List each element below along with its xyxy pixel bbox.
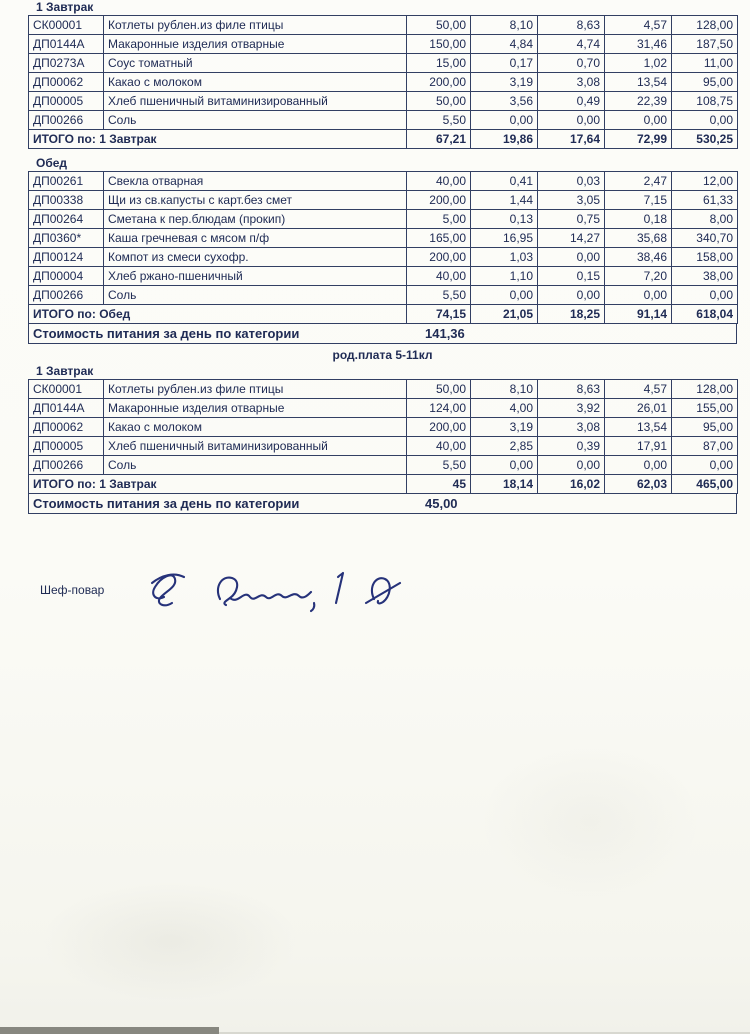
value-cell: 0,00 xyxy=(471,111,538,130)
value-cell: 1,03 xyxy=(471,248,538,267)
section-title-breakfast-2: 1 Завтрак xyxy=(36,364,94,378)
table-row xyxy=(29,286,738,305)
page-content xyxy=(0,1,750,629)
value-cell: 0,00 xyxy=(471,456,538,475)
value-cell: 13,54 xyxy=(605,73,672,92)
value-cell: 4,57 xyxy=(605,16,672,35)
value-cell: 0,15 xyxy=(538,267,605,286)
table-row xyxy=(29,380,738,399)
value-cell: 3,05 xyxy=(538,191,605,210)
value-cell: 61,33 xyxy=(672,191,738,210)
total-row xyxy=(29,305,738,324)
menu-table-lunch xyxy=(28,171,738,324)
dish-name-cell: Соль xyxy=(104,286,407,305)
table-row xyxy=(29,35,738,54)
value-cell: 38,00 xyxy=(672,267,738,286)
value-cell: 1,10 xyxy=(471,267,538,286)
value-cell: 5,50 xyxy=(407,456,471,475)
value-cell: 5,00 xyxy=(407,210,471,229)
value-cell: 0,00 xyxy=(605,286,672,305)
total-value: 16,02 xyxy=(538,475,605,494)
total-label: ИТОГО по: Обед xyxy=(29,305,407,324)
menu-table-breakfast-2 xyxy=(28,379,738,494)
dish-name-cell: Свекла отварная xyxy=(104,172,407,191)
value-cell: 40,00 xyxy=(407,172,471,191)
table-row xyxy=(29,73,738,92)
total-value: 74,15 xyxy=(407,305,471,324)
value-cell: 4,00 xyxy=(471,399,538,418)
daily-cost-value: 141,36 xyxy=(425,326,465,341)
value-cell: 38,46 xyxy=(605,248,672,267)
value-cell: 128,00 xyxy=(672,16,738,35)
chef-signature-handwriting xyxy=(142,559,412,621)
code-cell: ДП00266 xyxy=(29,286,104,305)
total-value: 18,14 xyxy=(471,475,538,494)
value-cell: 0,75 xyxy=(538,210,605,229)
value-cell: 0,00 xyxy=(605,456,672,475)
table-row xyxy=(29,437,738,456)
value-cell: 0,00 xyxy=(672,111,738,130)
code-cell: ДП0273А xyxy=(29,54,104,73)
daily-cost-row xyxy=(28,493,737,514)
value-cell: 31,46 xyxy=(605,35,672,54)
value-cell: 200,00 xyxy=(407,418,471,437)
section-title-breakfast-1: 1 Завтрак xyxy=(36,0,94,14)
total-value: 530,25 xyxy=(672,130,738,149)
value-cell: 3,56 xyxy=(471,92,538,111)
value-cell: 2,47 xyxy=(605,172,672,191)
value-cell: 3,92 xyxy=(538,399,605,418)
value-cell: 0,00 xyxy=(538,286,605,305)
value-cell: 4,57 xyxy=(605,380,672,399)
value-cell: 7,20 xyxy=(605,267,672,286)
scan-smudge xyxy=(40,881,300,1001)
dish-name-cell: Макаронные изделия отварные xyxy=(104,399,407,418)
total-value: 21,05 xyxy=(471,305,538,324)
value-cell: 5,50 xyxy=(407,111,471,130)
value-cell: 0,18 xyxy=(605,210,672,229)
dish-name-cell: Какао с молоком xyxy=(104,73,407,92)
dish-name-cell: Макаронные изделия отварные xyxy=(104,35,407,54)
value-cell: 87,00 xyxy=(672,437,738,456)
code-cell: ДП00338 xyxy=(29,191,104,210)
value-cell: 14,27 xyxy=(538,229,605,248)
menu-table-breakfast-1 xyxy=(28,15,738,149)
total-label: ИТОГО по: 1 Завтрак xyxy=(29,475,407,494)
table-row xyxy=(29,191,738,210)
value-cell: 2,85 xyxy=(471,437,538,456)
code-cell: ДП00264 xyxy=(29,210,104,229)
value-cell: 0,39 xyxy=(538,437,605,456)
dish-name-cell: Соус томатный xyxy=(104,54,407,73)
value-cell: 0,41 xyxy=(471,172,538,191)
value-cell: 0,13 xyxy=(471,210,538,229)
total-row xyxy=(29,475,738,494)
table-row xyxy=(29,54,738,73)
code-cell: ДП00005 xyxy=(29,92,104,111)
value-cell: 0,49 xyxy=(538,92,605,111)
value-cell: 128,00 xyxy=(672,380,738,399)
value-cell: 155,00 xyxy=(672,399,738,418)
section-title-lunch: Обед xyxy=(36,156,68,170)
table-row xyxy=(29,92,738,111)
value-cell: 22,39 xyxy=(605,92,672,111)
dish-name-cell: Каша гречневая с мясом п/ф xyxy=(104,229,407,248)
value-cell: 7,15 xyxy=(605,191,672,210)
total-label: ИТОГО по: 1 Завтрак xyxy=(29,130,407,149)
value-cell: 200,00 xyxy=(407,191,471,210)
table-row xyxy=(29,210,738,229)
category-heading: род.плата 5-11кл xyxy=(332,348,433,362)
code-cell: ДП0360* xyxy=(29,229,104,248)
value-cell: 5,50 xyxy=(407,286,471,305)
value-cell: 35,68 xyxy=(605,229,672,248)
value-cell: 0,00 xyxy=(538,456,605,475)
value-cell: 3,08 xyxy=(538,418,605,437)
value-cell: 50,00 xyxy=(407,16,471,35)
scanned-menu-document xyxy=(0,1,750,1034)
value-cell: 0,00 xyxy=(672,286,738,305)
value-cell: 11,00 xyxy=(672,54,738,73)
value-cell: 8,10 xyxy=(471,16,538,35)
daily-cost-value: 45,00 xyxy=(425,496,458,511)
dish-name-cell: Хлеб ржано-пшеничный xyxy=(104,267,407,286)
value-cell: 200,00 xyxy=(407,248,471,267)
chef-title: Шеф-повар xyxy=(40,583,105,597)
total-value: 45 xyxy=(407,475,471,494)
code-cell: ДП0144А xyxy=(29,35,104,54)
total-value: 17,64 xyxy=(538,130,605,149)
code-cell: ДП00266 xyxy=(29,111,104,130)
code-cell: ДП00004 xyxy=(29,267,104,286)
table-row xyxy=(29,399,738,418)
signature-block xyxy=(40,569,750,629)
value-cell: 4,74 xyxy=(538,35,605,54)
value-cell: 26,01 xyxy=(605,399,672,418)
value-cell: 1,44 xyxy=(471,191,538,210)
value-cell: 12,00 xyxy=(672,172,738,191)
code-cell: ДП00062 xyxy=(29,73,104,92)
value-cell: 3,19 xyxy=(471,73,538,92)
value-cell: 8,63 xyxy=(538,16,605,35)
value-cell: 124,00 xyxy=(407,399,471,418)
code-cell: СК00001 xyxy=(29,380,104,399)
value-cell: 8,00 xyxy=(672,210,738,229)
code-cell: СК00001 xyxy=(29,16,104,35)
daily-cost-label: Стоимость питания за день по категории xyxy=(33,326,300,341)
dish-name-cell: Щи из св.капусты с карт.без смет xyxy=(104,191,407,210)
total-row xyxy=(29,130,738,149)
value-cell: 3,19 xyxy=(471,418,538,437)
dish-name-cell: Сметана к пер.блюдам (прокип) xyxy=(104,210,407,229)
daily-cost-row xyxy=(28,323,737,344)
value-cell: 200,00 xyxy=(407,73,471,92)
dish-name-cell: Хлеб пшеничный витаминизированный xyxy=(104,92,407,111)
value-cell: 16,95 xyxy=(471,229,538,248)
value-cell: 0,00 xyxy=(605,111,672,130)
value-cell: 8,10 xyxy=(471,380,538,399)
total-value: 67,21 xyxy=(407,130,471,149)
dish-name-cell: Соль xyxy=(104,111,407,130)
code-cell: ДП00062 xyxy=(29,418,104,437)
table-row xyxy=(29,456,738,475)
value-cell: 187,50 xyxy=(672,35,738,54)
dish-name-cell: Котлеты рублен.из филе птицы xyxy=(104,16,407,35)
value-cell: 0,00 xyxy=(538,111,605,130)
code-cell: ДП00266 xyxy=(29,456,104,475)
value-cell: 0,00 xyxy=(471,286,538,305)
code-cell: ДП00261 xyxy=(29,172,104,191)
dish-name-cell: Какао с молоком xyxy=(104,418,407,437)
scan-smudge xyxy=(480,741,700,901)
dish-name-cell: Котлеты рублен.из филе птицы xyxy=(104,380,407,399)
value-cell: 1,02 xyxy=(605,54,672,73)
value-cell: 17,91 xyxy=(605,437,672,456)
total-value: 72,99 xyxy=(605,130,672,149)
total-value: 18,25 xyxy=(538,305,605,324)
table-row xyxy=(29,418,738,437)
table-row xyxy=(29,248,738,267)
table-row xyxy=(29,16,738,35)
total-value: 91,14 xyxy=(605,305,672,324)
value-cell: 3,08 xyxy=(538,73,605,92)
code-cell: ДП0144А xyxy=(29,399,104,418)
value-cell: 0,00 xyxy=(672,456,738,475)
value-cell: 95,00 xyxy=(672,73,738,92)
table-row xyxy=(29,172,738,191)
code-cell: ДП00124 xyxy=(29,248,104,267)
dish-name-cell: Соль xyxy=(104,456,407,475)
value-cell: 165,00 xyxy=(407,229,471,248)
value-cell: 0,00 xyxy=(538,248,605,267)
table-row xyxy=(29,111,738,130)
total-value: 62,03 xyxy=(605,475,672,494)
value-cell: 158,00 xyxy=(672,248,738,267)
value-cell: 0,70 xyxy=(538,54,605,73)
value-cell: 15,00 xyxy=(407,54,471,73)
value-cell: 150,00 xyxy=(407,35,471,54)
code-cell: ДП00005 xyxy=(29,437,104,456)
total-value: 465,00 xyxy=(672,475,738,494)
dish-name-cell: Хлеб пшеничный витаминизированный xyxy=(104,437,407,456)
value-cell: 340,70 xyxy=(672,229,738,248)
value-cell: 108,75 xyxy=(672,92,738,111)
total-value: 618,04 xyxy=(672,305,738,324)
daily-cost-label: Стоимость питания за день по категории xyxy=(33,496,300,511)
table-row xyxy=(29,267,738,286)
value-cell: 40,00 xyxy=(407,267,471,286)
value-cell: 50,00 xyxy=(407,92,471,111)
value-cell: 0,17 xyxy=(471,54,538,73)
value-cell: 50,00 xyxy=(407,380,471,399)
value-cell: 40,00 xyxy=(407,437,471,456)
value-cell: 8,63 xyxy=(538,380,605,399)
dish-name-cell: Компот из смеси сухофр. xyxy=(104,248,407,267)
value-cell: 13,54 xyxy=(605,418,672,437)
value-cell: 0,03 xyxy=(538,172,605,191)
total-value: 19,86 xyxy=(471,130,538,149)
value-cell: 95,00 xyxy=(672,418,738,437)
value-cell: 4,84 xyxy=(471,35,538,54)
table-row xyxy=(29,229,738,248)
